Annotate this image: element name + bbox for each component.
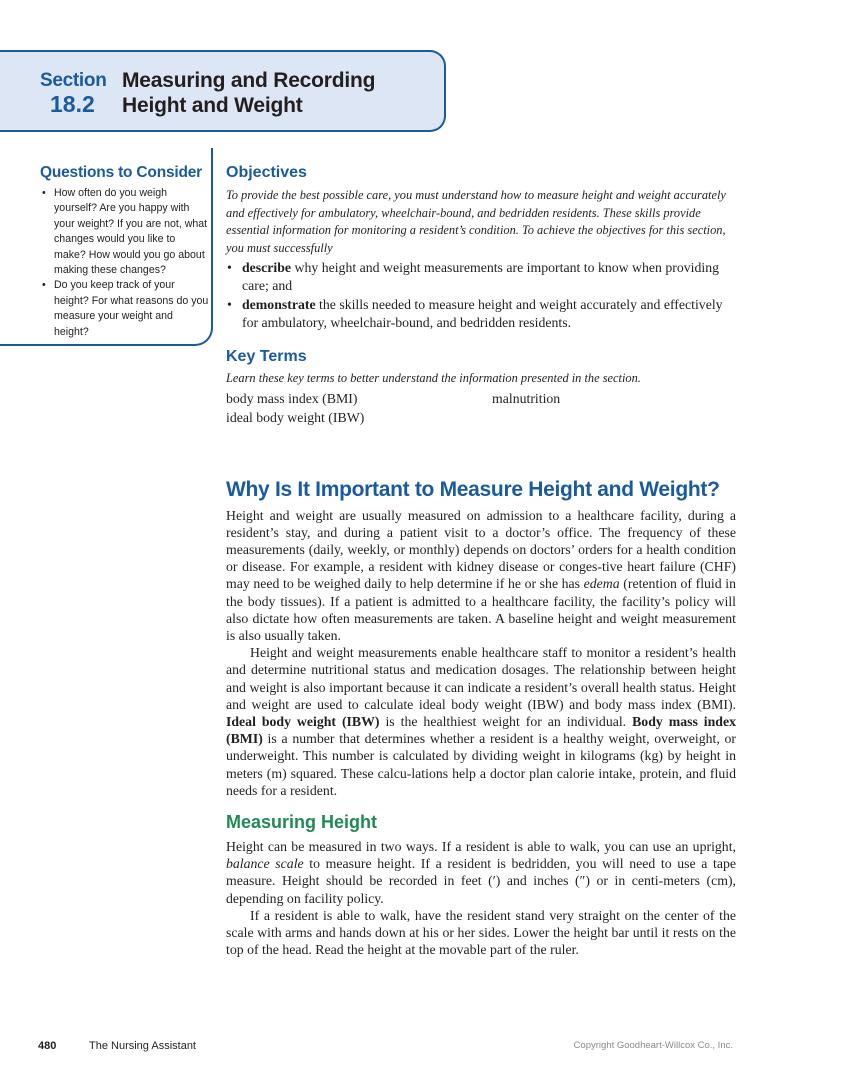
key-term: body mass index (BMI): [226, 390, 358, 406]
main-column: [226, 163, 736, 958]
question-item: • Do you keep track of your height? For what reasons do you measure your weight and height?: [40, 278, 210, 340]
objective-item: [226, 259, 736, 294]
key-term: malnutrition: [492, 390, 561, 406]
why-paragraph-1: [226, 507, 736, 645]
measuring-height-paragraph-2: If a resident is able to walk, have the resident stand very straight on the center of the scale with arms and hands down at his or her sides. Lower the height bar until it rests on the top of the head. Read the height at the movable part of the ruler.: [226, 907, 736, 958]
objectives-list: [226, 259, 736, 331]
measuring-height-heading: Measuring Height: [226, 811, 378, 832]
objective-text: why height and weight measurements are important to know when providing care; and: [242, 260, 720, 293]
why-paragraph-2: [226, 644, 736, 799]
emphasis-term: balance scale: [226, 856, 304, 872]
text-run: Height and weight measurements enable healthcare staff to monitor a resident’s health and determine nutritional status and medication dosages. The relationship between height and weight is also important because it can indicate a resident’s overall health status. Height and weight are used to calculate ideal body weight (IBW) and body mass index (BMI).: [226, 645, 736, 712]
questions-list: [40, 186, 210, 340]
measuring-height-paragraph-1: [226, 838, 736, 907]
questions-heading: Questions to Consider: [40, 164, 203, 181]
text-run: (retention of fluid in the body tissues). If a patient is admitted to a healthcare facility, the facility’s policy will also dictate how often measurements are taken. A baseline height and weight measurement is also usually taken.: [226, 576, 736, 643]
key-terms-intro: Learn these key terms to better understand the information presented in the section.: [226, 371, 641, 385]
emphasis-term: edema: [583, 576, 620, 592]
text-run: Height can be measured in two ways. If a resident is able to walk, you can use an upright,: [226, 838, 736, 854]
book-title: The Nursing Assistant: [89, 1040, 196, 1052]
objective-verb: describe: [242, 260, 292, 275]
bold-term: Body mass index (BMI): [226, 713, 736, 747]
page-footer: [0, 1040, 849, 1054]
text-run: is the healthiest weight for an individual.: [379, 713, 633, 729]
section-title-line1: Measuring and Recording: [122, 69, 376, 92]
text-run: to measure height. If a resident is bedridden, you will need to use a tape measure. Height should be recorded in feet (′) and inches (″) or in centi-meters (cm), depending on facility policy.: [226, 856, 736, 906]
key-terms-list: [226, 389, 736, 429]
page-number: 480: [38, 1040, 57, 1052]
section-title: [122, 68, 375, 118]
why-heading: Why Is It Important to Measure Height and Weight?: [226, 477, 720, 501]
objective-verb: demonstrate: [242, 297, 316, 312]
bold-term: Ideal body weight (IBW): [226, 713, 380, 729]
objective-item: [226, 296, 736, 331]
question-item: • How often do you weigh yourself? Are you happy with your weight? If you are not, what changes would you like to make? How would you go about making these changes?: [40, 186, 210, 278]
objective-text: the skills needed to measure height and weight accurately and effectively for ambulatory, wheelchair-bound, and bedridden residents.: [242, 297, 723, 330]
objectives-intro: To provide the best possible care, you must understand how to measure height and weight accurately and effectively for ambulatory, wheelchair-bound, and bedridden residents. These skills provide essential information for monitoring a resident’s condition. To achieve the objectives for this section, you must successfully: [226, 188, 726, 255]
key-term: ideal body weight (IBW): [226, 409, 365, 425]
section-label: Section: [40, 70, 107, 91]
text-run: is a number that determines whether a resident is a healthy weight, overweight, or underweight. This number is calculated by dividing weight in kilograms (kg) by height in meters (m) squared. These calcu-lations help a doctor plan calorie intake, protein, and fluid needs for a resident.: [226, 731, 736, 798]
section-title-line2: Height and Weight: [122, 94, 303, 117]
text-run: Height and weight are usually measured on admission to a healthcare facility, during a resident’s stay, and during a patient visit to a doctor’s office. The frequency of these measurements (daily, weekly, or monthly) depends on doctors’ orders for a health condition or disease. For example, a resident with kidney disease or conges-tive heart failure (CHF) may need to be weighed daily to help determine if he or she has: [226, 507, 736, 592]
copyright-notice: Copyright Goodheart-Willcox Co., Inc.: [573, 1040, 733, 1051]
objectives-heading: Objectives: [226, 164, 307, 181]
key-terms-heading: Key Terms: [226, 348, 307, 365]
section-number: 18.2: [50, 91, 95, 117]
